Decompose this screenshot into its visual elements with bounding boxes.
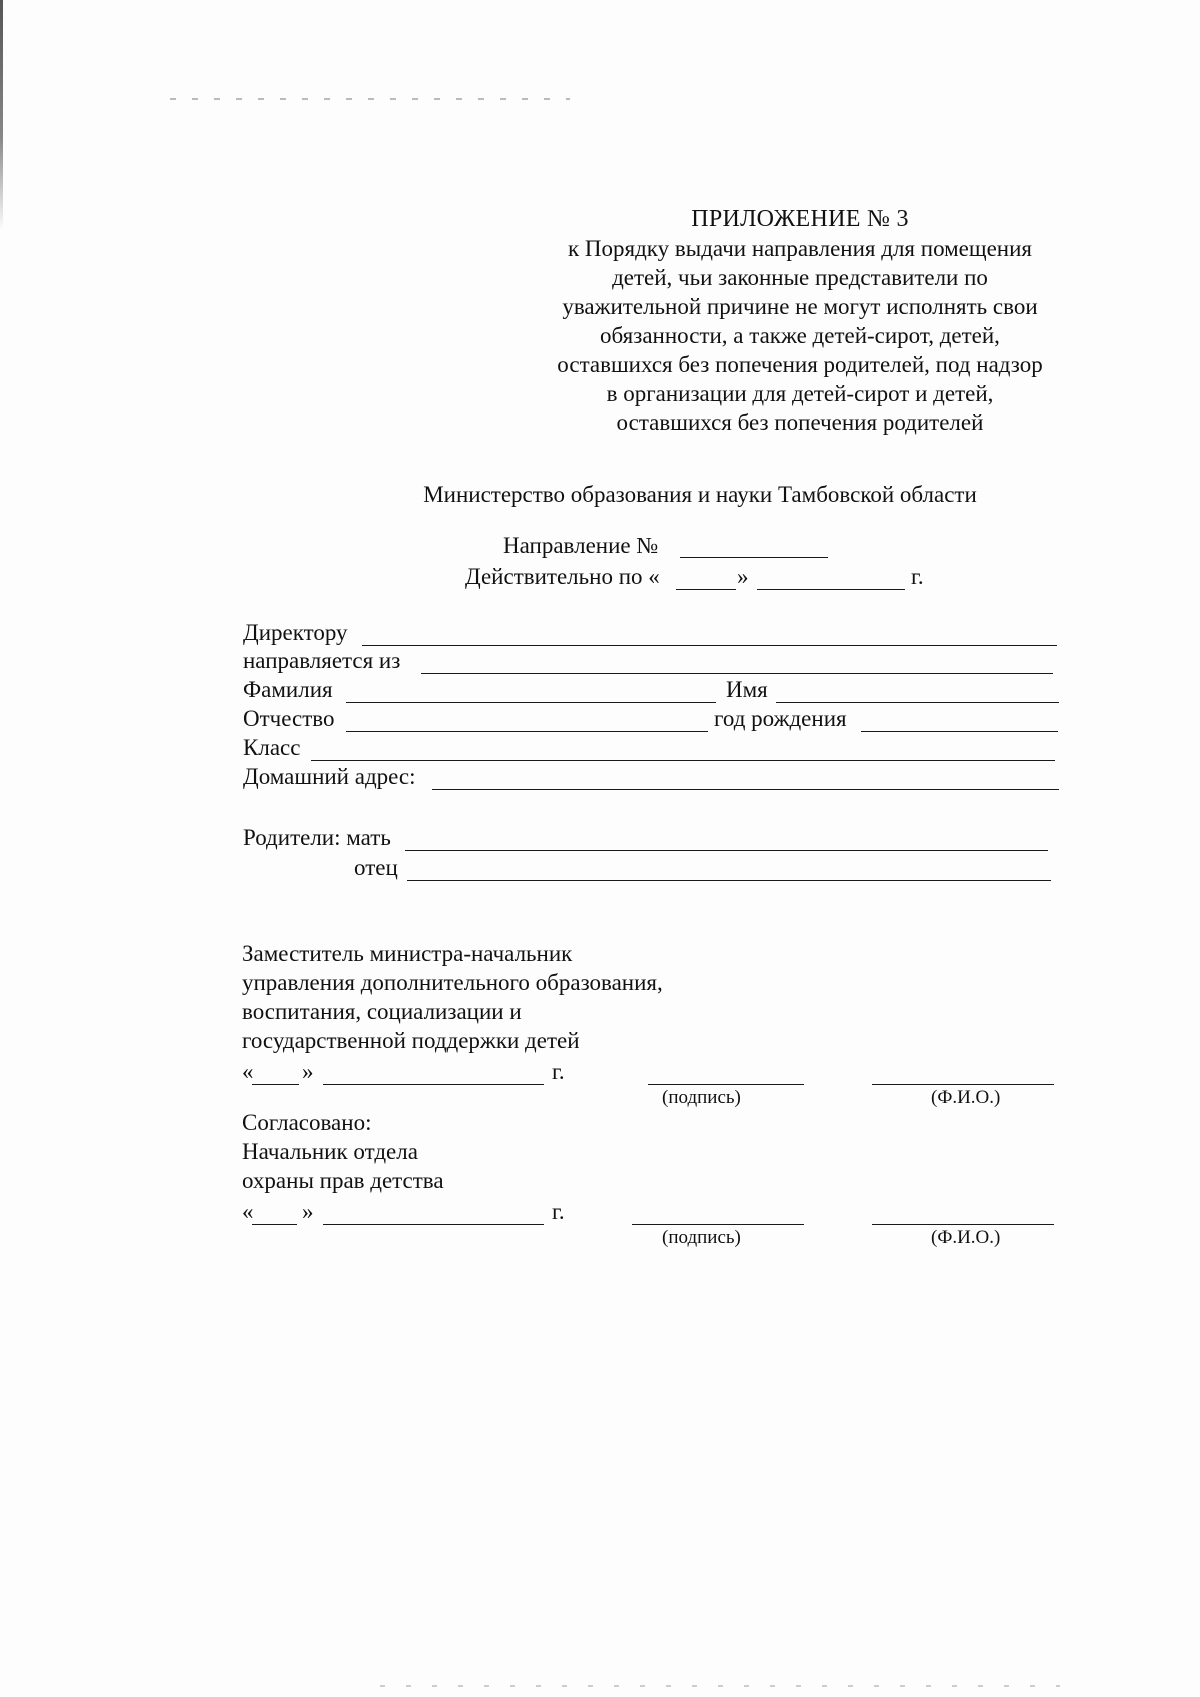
signature-field[interactable]: [632, 1224, 804, 1225]
name-field[interactable]: [776, 702, 1059, 703]
home-address-label: Домашний адрес:: [243, 764, 416, 789]
sign-day-field[interactable]: [252, 1084, 299, 1085]
valid-until-label: Действительно по «: [465, 564, 660, 589]
agreed-label: Согласовано:: [242, 1110, 372, 1135]
patronymic-label: Отчество: [243, 706, 335, 731]
surname-label: Фамилия: [243, 677, 333, 702]
patronymic-field[interactable]: [346, 731, 708, 732]
full-name-caption: (Ф.И.О.): [931, 1087, 1001, 1108]
annex-line: оставшихся без попечения родителей, под надзор: [557, 352, 1043, 377]
annex-line: к Порядку выдачи направления для помещения: [567, 236, 1033, 261]
director-field[interactable]: [362, 645, 1057, 646]
grade-label: Класс: [243, 735, 301, 760]
scan-edge-artifact: [0, 0, 3, 230]
scan-noise-artifact: [380, 1685, 1060, 1687]
annex-line: оставшихся без попечения родителей: [616, 410, 984, 435]
date-year-suffix: г.: [552, 1199, 565, 1224]
position-line: государственной поддержки детей: [242, 1028, 580, 1053]
ministry-name: Министерство образования и науки Тамбовской области: [423, 482, 977, 507]
referral-number-label: Направление №: [503, 533, 659, 558]
father-label: отец: [354, 855, 398, 880]
signature-field[interactable]: [648, 1084, 804, 1085]
annex-header: [530, 205, 1070, 437]
date-quote-close: »: [302, 1059, 314, 1084]
full-name-caption: (Ф.И.О.): [931, 1227, 1001, 1248]
sign-day-field[interactable]: [252, 1224, 297, 1225]
position-line: Заместитель министра-начальник: [242, 941, 573, 966]
signature-caption: (подпись): [662, 1087, 741, 1108]
mother-label: Родители: мать: [243, 825, 391, 850]
grade-field[interactable]: [311, 760, 1055, 761]
full-name-field[interactable]: [872, 1084, 1054, 1085]
date-quote-open: «: [242, 1199, 254, 1224]
sign-month-field[interactable]: [323, 1084, 544, 1085]
mother-field[interactable]: [405, 850, 1048, 851]
position-line: воспитания, социализации и: [242, 999, 522, 1024]
annex-line: детей, чьи законные представители по: [612, 265, 988, 290]
birth-year-field[interactable]: [861, 731, 1058, 732]
signature-caption: (подпись): [662, 1227, 741, 1248]
surname-field[interactable]: [346, 702, 716, 703]
full-name-field[interactable]: [872, 1224, 1054, 1225]
father-field[interactable]: [407, 880, 1051, 881]
name-label: Имя: [726, 677, 768, 702]
position-line: охраны прав детства: [242, 1168, 444, 1193]
position-line: Начальник отдела: [242, 1139, 418, 1164]
director-label: Директору: [243, 620, 348, 645]
referral-number-field[interactable]: [680, 557, 828, 558]
date-year-suffix: г.: [552, 1059, 565, 1084]
valid-day-field[interactable]: [676, 589, 736, 590]
annex-line: обязанности, а также детей-сирот, детей,: [600, 323, 1000, 348]
date-quote-open: «: [242, 1059, 254, 1084]
annex-line: уважительной причине не могут исполнять свои: [562, 294, 1038, 319]
valid-month-field[interactable]: [757, 589, 905, 590]
sent-from-field[interactable]: [421, 673, 1053, 674]
birth-year-label: год рождения: [714, 706, 847, 731]
position-line: управления дополнительного образования,: [242, 970, 663, 995]
valid-quote-close: »: [737, 564, 749, 589]
home-address-field[interactable]: [432, 789, 1059, 790]
valid-year-suffix: г.: [911, 564, 924, 589]
date-quote-close: »: [302, 1199, 314, 1224]
annex-line: в организации для детей-сирот и детей,: [606, 381, 994, 406]
annex-title: ПРИЛОЖЕНИЕ № 3: [691, 206, 909, 232]
sign-month-field[interactable]: [323, 1224, 544, 1225]
scan-noise-artifact: [170, 98, 570, 100]
sent-from-label: направляется из: [243, 648, 401, 673]
